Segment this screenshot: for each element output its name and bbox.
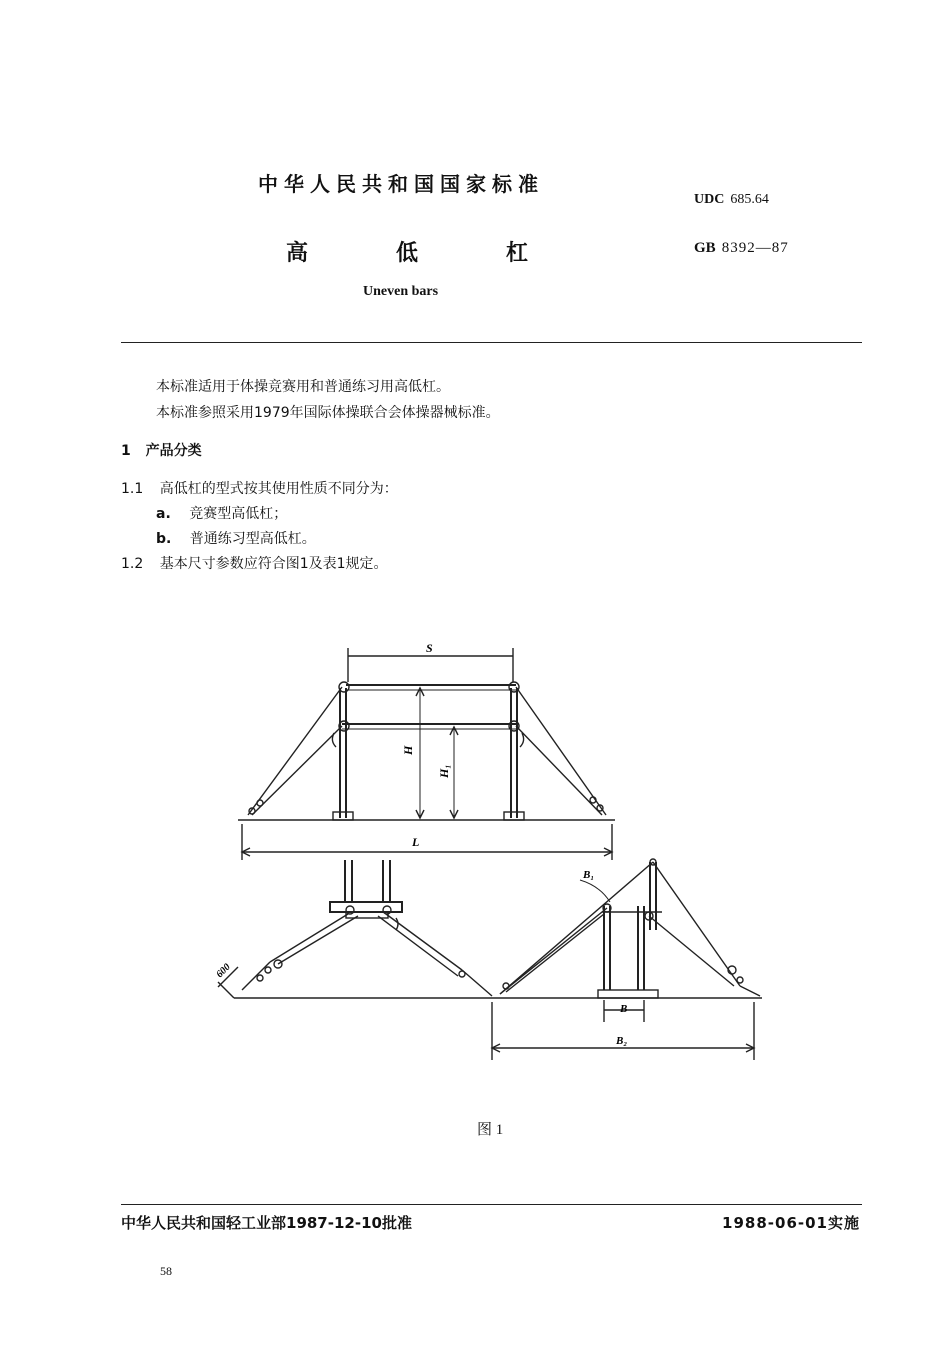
list-item-text: 竞赛型高低杠； xyxy=(189,506,288,522)
title-char-3: 杠 xyxy=(506,241,529,266)
dim-label-b2: B₂ xyxy=(616,1035,628,1047)
section-1-number: 1 xyxy=(121,443,131,459)
dim-label-b1: B₁ xyxy=(583,869,595,881)
clause-1-2 xyxy=(121,553,388,573)
section-1-title: 产品分类 xyxy=(145,443,202,459)
intro-line-2: 本标准参照采用1979年国际体操联合会体操器械标准。 xyxy=(156,405,500,421)
list-item-marker: b. xyxy=(156,531,172,547)
list-item-marker: a. xyxy=(156,506,171,522)
dim-label-h1: H₁ xyxy=(437,764,451,778)
clause-1-1-text: 高低杠的型式按其使用性质不同分为： xyxy=(159,481,398,497)
udc-label: UDC xyxy=(694,192,725,207)
dim-label-h: H xyxy=(401,745,415,755)
implementation-date: 1988-06-01实施 xyxy=(722,1214,860,1232)
section-1-heading xyxy=(121,440,202,460)
clause-1-1-number: 1.1 xyxy=(121,481,144,497)
udc-number: 685.64 xyxy=(730,192,769,207)
figure-1-drawing xyxy=(200,630,780,1070)
dim-label-b: B xyxy=(620,1003,628,1015)
approval-note: 中华人民共和国轻工业部1987-12-10批准 xyxy=(121,1214,412,1232)
header-rule xyxy=(121,342,862,343)
list-item-text: 普通练习型高低杠。 xyxy=(189,531,316,547)
clause-1-2-text: 基本尺寸参数应符合图1及表1规定。 xyxy=(159,556,388,572)
dim-label-600: 600 xyxy=(214,961,233,981)
list-item xyxy=(156,528,316,548)
clause-1-2-number: 1.2 xyxy=(121,556,144,572)
intro-line-1: 本标准适用于体操竞赛用和普通练习用高低杠。 xyxy=(156,379,450,395)
standard-org-title: 中华人民共和国国家标准 xyxy=(258,172,544,196)
title-char-1: 高 xyxy=(286,241,309,266)
dim-label-l: L xyxy=(412,835,420,849)
gb-label: GB xyxy=(694,240,716,256)
gb-code xyxy=(694,240,789,257)
english-title: Uneven bars xyxy=(363,284,439,299)
figure-caption: 图 1 xyxy=(477,1122,504,1138)
gb-number: 8392—87 xyxy=(721,240,789,256)
footer-rule xyxy=(121,1204,862,1205)
title-char-2: 低 xyxy=(396,241,419,266)
clause-1-1 xyxy=(121,478,398,498)
udc-code xyxy=(694,192,769,208)
list-item xyxy=(156,503,287,523)
page-number: 58 xyxy=(160,1264,172,1278)
dim-label-s: S xyxy=(426,641,433,655)
